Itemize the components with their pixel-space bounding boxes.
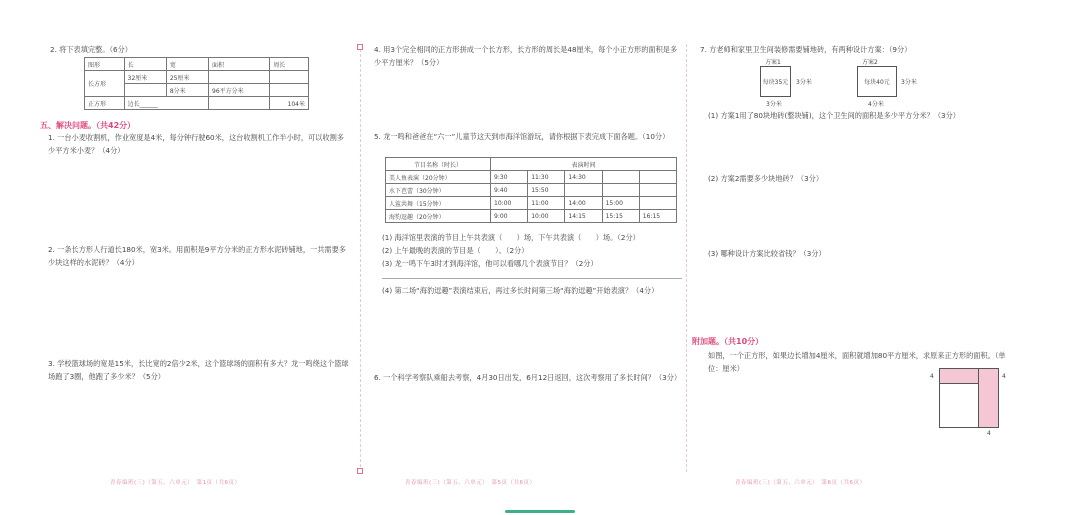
column-divider [686, 44, 687, 472]
table-cell [270, 84, 309, 97]
table-cell: 104米 [270, 97, 309, 110]
schedule-table [385, 157, 677, 223]
table-row [386, 197, 677, 210]
plan2-label: 方案2 [862, 59, 878, 66]
table-cell: 14:00 [565, 197, 602, 210]
page-column-1 [0, 0, 355, 500]
section-title: 五、解决问题。（共42分） [40, 121, 136, 130]
table-cell [639, 184, 676, 197]
plan1-price: 每块35元 [762, 79, 789, 86]
problem-6: 6. 一个科学考察队乘船去考察，4月30日出发，6月12日返回，这次考察用了多长时间？（3分） [374, 373, 682, 382]
table-cell: 15:15 [602, 210, 639, 223]
table-cell: 11:30 [528, 171, 565, 184]
subquestion-3: (3) 哪种设计方案比较省钱？（3分） [708, 249, 826, 258]
table-cell: 10:00 [491, 197, 528, 210]
table-cell [639, 171, 676, 184]
question-2: 2. 将下表填完整。（6分） [50, 45, 132, 54]
page-column-3 [690, 0, 1080, 500]
square-figure [939, 368, 999, 428]
table-row [386, 210, 677, 223]
plan2-tile [857, 66, 897, 97]
column-divider [360, 44, 361, 472]
table-cell: 美人鱼表演（20分钟） [386, 171, 491, 184]
table-cell: 正方形 [85, 97, 125, 110]
plan1-label: 方案1 [765, 59, 781, 66]
table-cell [602, 184, 639, 197]
table-header: 节目名称（时长） [386, 158, 491, 171]
table-cell: 9:30 [491, 171, 528, 184]
table-cell: 32厘米 [124, 71, 166, 84]
table-header: 周长 [270, 58, 309, 71]
subquestion-4: (4) 第二场“海豹逗趣”表演结束后，再过多长时间第三场“海豹逗趣”开始表演？（4分） [382, 286, 659, 295]
plan2-right-dim: 3分米 [901, 79, 917, 86]
page-column-2 [365, 0, 685, 500]
table-header: 表演时间 [491, 158, 677, 171]
subquestion-1: (1) 海洋馆里表演的节目上午共表演（ ）场，下午共表演（ ）场。（2分） [382, 233, 640, 242]
table-cell: 15:50 [528, 184, 565, 197]
figure-left-dim: 4 [930, 373, 934, 380]
page-footer: 青春编班(三)（第五、六单元） 第5页（共6页） [405, 480, 536, 486]
table-cell: 14:30 [565, 171, 602, 184]
subquestion-2: (2) 方案2需要多少块地砖？（3分） [708, 174, 824, 183]
bonus-problem: 如图，一个正方形，如果边长增加4厘米，面积就增加80平方厘米，求原来正方形的面积。（单位：厘米） [708, 351, 1006, 373]
divider-marker [357, 44, 363, 50]
table-cell: 9:00 [491, 210, 528, 223]
table-header: 宽 [166, 58, 208, 71]
table-cell: 16:15 [639, 210, 676, 223]
table-cell: 15:00 [602, 197, 639, 210]
problem-2: 2. 一条长方形人行道长180米，宽3米。用面积是9平方分米的正方形水泥砖铺地，一共需要多少块这样的水泥砖？（4分） [48, 245, 346, 267]
plan2-price: 每块40元 [864, 79, 890, 86]
table-cell: 9:40 [491, 184, 528, 197]
divider-marker [357, 468, 363, 474]
horizontal-scrollbar[interactable] [505, 510, 575, 513]
subquestion-1: (1) 方案1用了80块地砖(整块铺)，这个卫生间的面积是多少平方分米？（3分） [708, 111, 960, 120]
table-row [386, 184, 677, 197]
subquestion-3: (3) 龙一鸣下午3时才到海洋馆，他可以看哪几个表演节目？（2分） [382, 259, 598, 268]
table-header: 面积 [209, 58, 270, 71]
table-row [386, 171, 677, 184]
table-cell: 10:00 [528, 210, 565, 223]
plan2-bottom-dim: 4分米 [868, 101, 884, 108]
table-cell [639, 197, 676, 210]
plan1-right-dim: 3分米 [796, 79, 812, 86]
table-cell [209, 71, 270, 84]
table-cell [209, 97, 270, 110]
table-cell: 人鲨共舞（15分钟） [386, 197, 491, 210]
page-footer: 青春编班(三)（第五、六单元） 第1页（共6页） [110, 480, 241, 486]
table-cell: 96平方分米 [209, 84, 270, 97]
table-cell: 边长______ [124, 97, 208, 110]
table-header: 图形 [85, 58, 125, 71]
table-cell [602, 171, 639, 184]
page-footer: 青春编班(三)（第五、六单元） 第6页（共6页） [735, 480, 866, 486]
table-cell: 海豹逗趣（20分钟） [386, 210, 491, 223]
plan1-tile [760, 66, 791, 97]
problem-1: 1. 一台小麦收割机，作业宽度是4米，每分钟行驶60米，这台收割机工作半小时，可以收割多少平方米小麦？（4分） [48, 133, 344, 155]
problem-7: 7. 方老师和家里卫生间装修需要铺地砖，有两种设计方案：（9分） [700, 45, 912, 54]
fill-table [84, 57, 309, 110]
table-cell: 8分米 [166, 84, 208, 97]
figure-bottom-dim: 4 [987, 430, 991, 437]
problem-4: 4. 用3个完全相同的正方形拼成一个长方形，长方形的周长是48厘米，每个小正方形的面积是多少平方厘米？（5分） [374, 45, 678, 67]
added-strip-right [978, 369, 998, 427]
table-cell [270, 71, 309, 84]
table-cell: 14:15 [565, 210, 602, 223]
subquestion-2: (2) 上午最晚的表演的节目是（ ）。（2分） [382, 246, 529, 255]
plan1-bottom-dim: 3分米 [766, 101, 782, 108]
table-cell: 长方形 [85, 71, 125, 97]
table-cell: 水下芭蕾（30分钟） [386, 184, 491, 197]
problem-3: 3. 学校篮球场的宽是15米，长比宽的2倍少2米，这个篮球场的面积有多大？龙一鸣绕这个篮球场跑了3圈，他跑了多少米？（5分） [48, 359, 349, 381]
table-cell [124, 84, 166, 97]
table-cell [565, 184, 602, 197]
problem-5: 5. 龙一鸣和爸爸在“六一”儿童节这天到市海洋馆游玩，请你根据下表完成下面各题。（10分） [374, 132, 670, 141]
table-cell: 11:00 [528, 197, 565, 210]
table-cell: 25厘米 [166, 71, 208, 84]
figure-right-dim: 4 [1002, 373, 1006, 380]
divider-line [382, 278, 682, 279]
table-header: 长 [124, 58, 166, 71]
bonus-title: 附加题。（共10分） [692, 337, 764, 346]
